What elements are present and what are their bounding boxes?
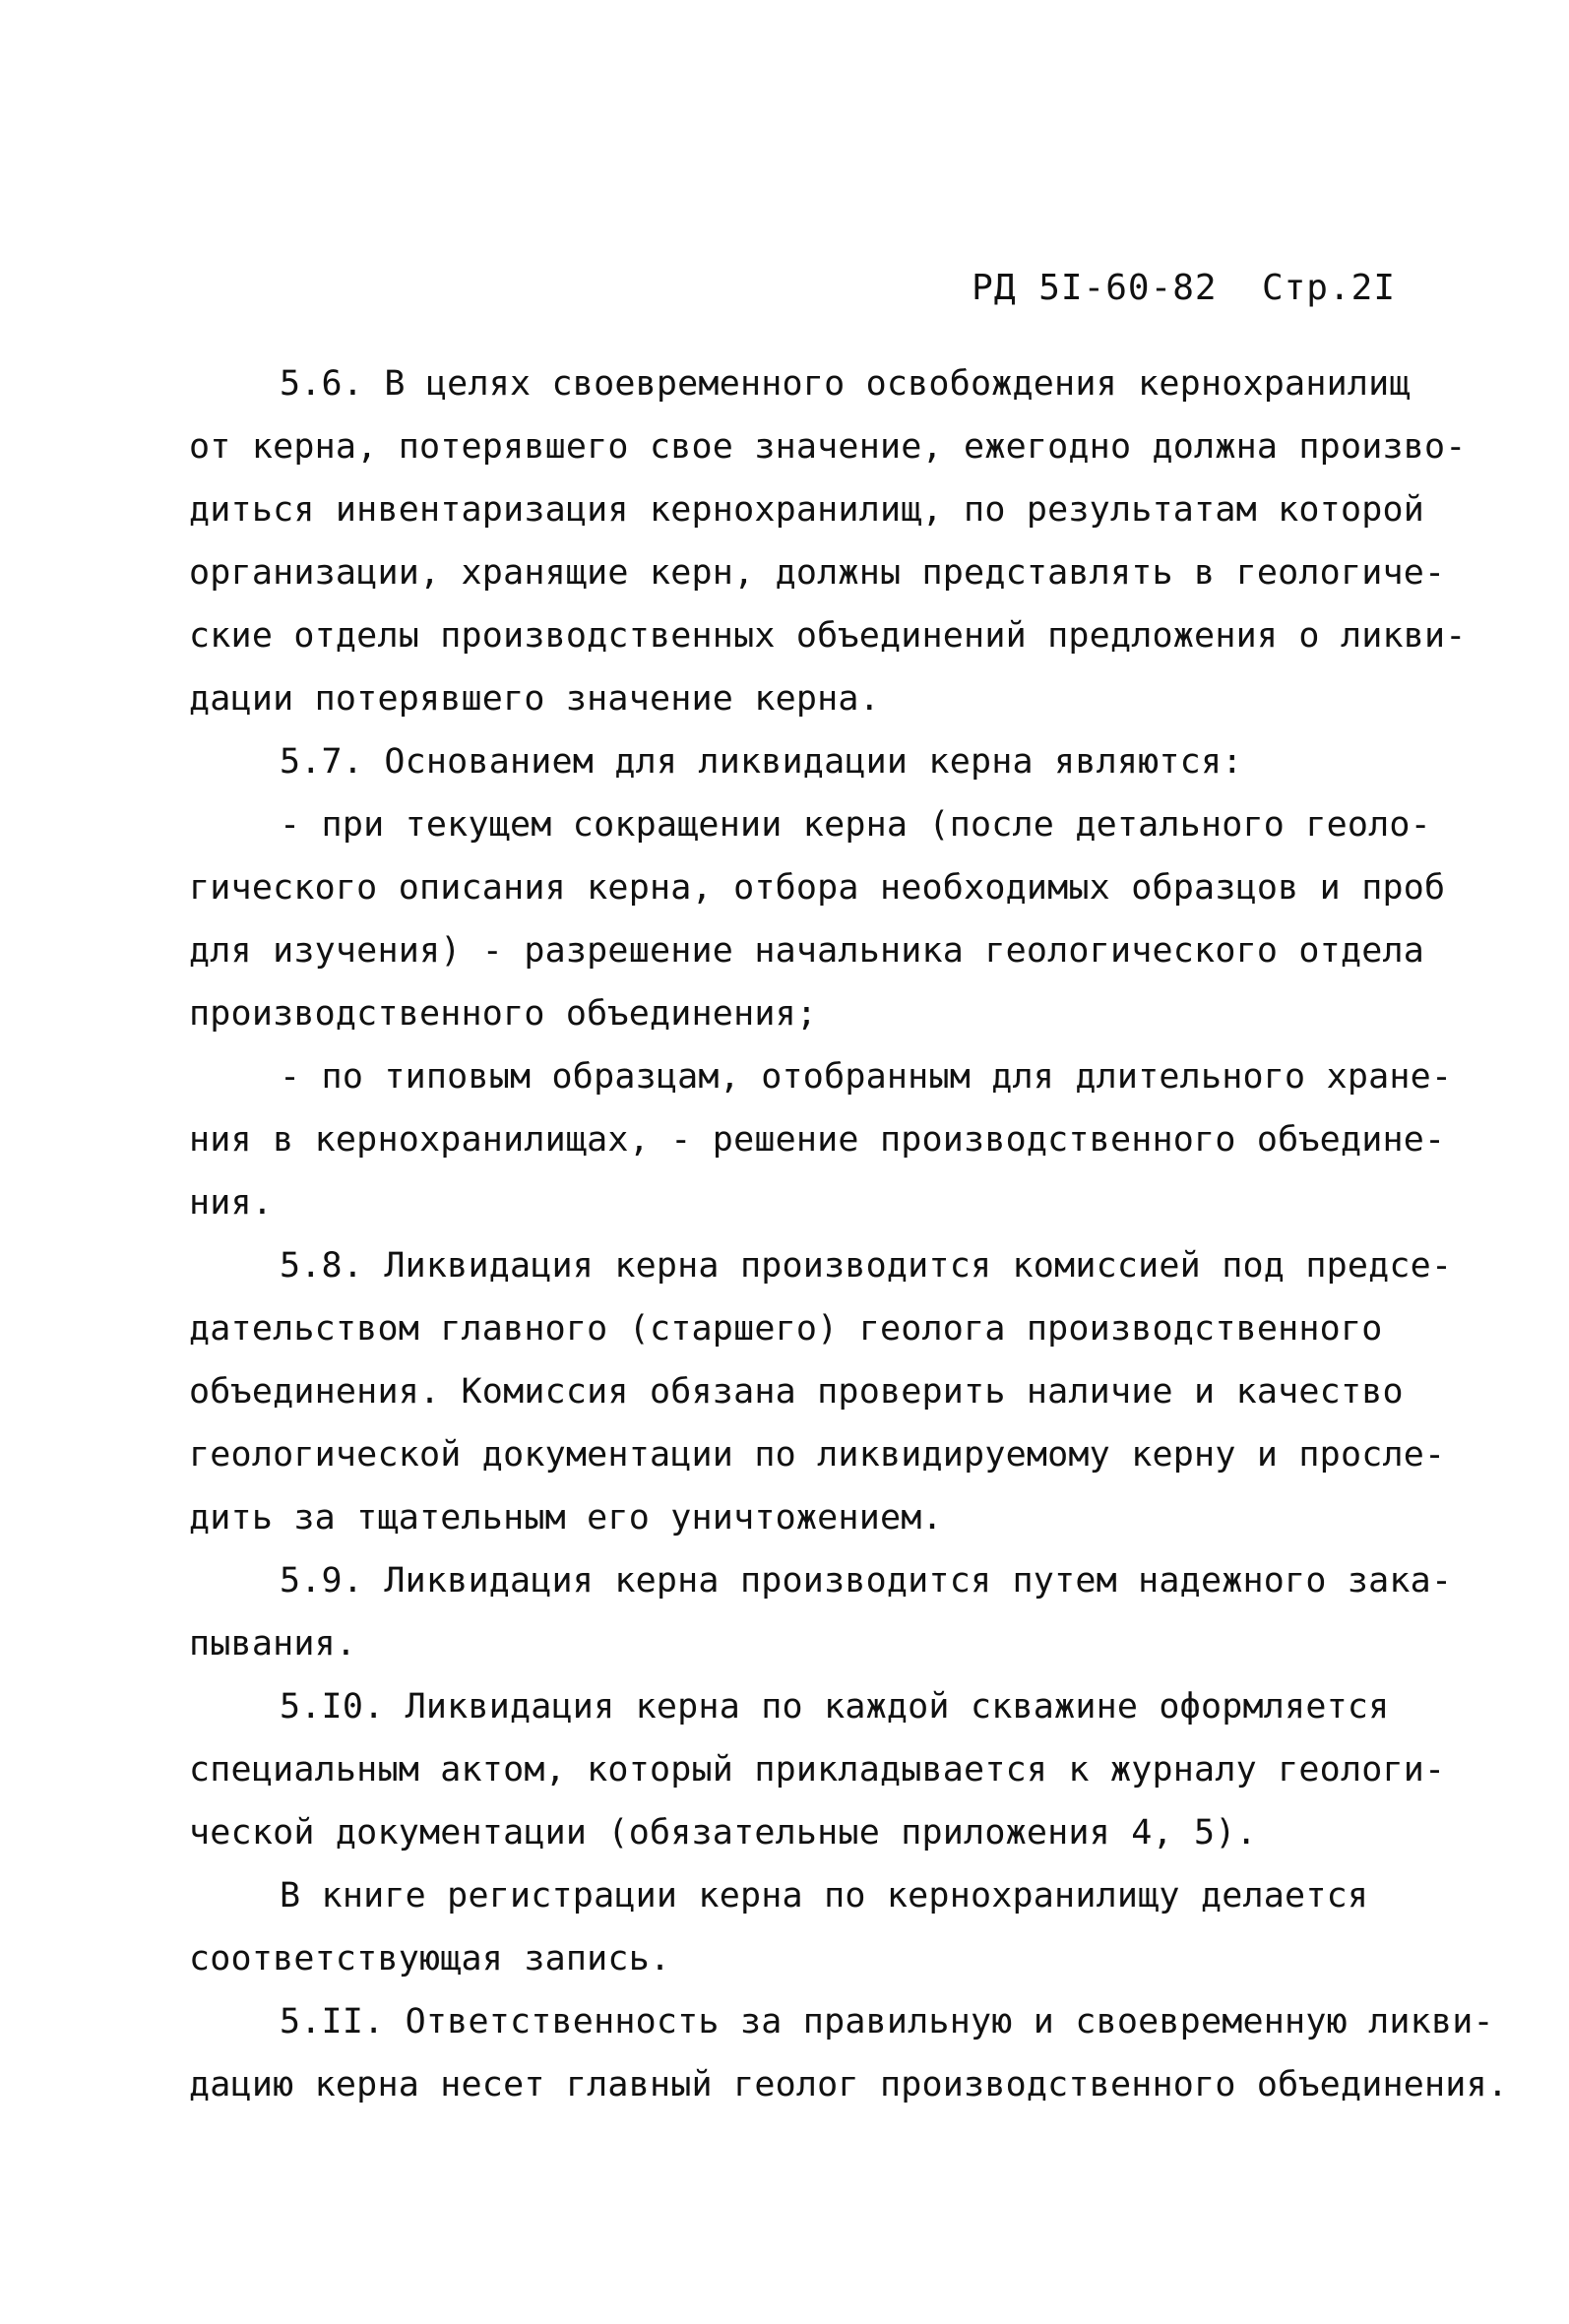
page-number: Стр.2I: [1261, 268, 1396, 308]
text-line: дации потерявшего значение керна.: [189, 679, 880, 719]
text-line: дить за тщательным его уничтожением.: [189, 1498, 943, 1538]
text-line: диться инвентаризация кернохранилищ, по результатам которой: [189, 490, 1425, 530]
text-line: объединения. Комиссия обязана проверить наличие и качество: [189, 1372, 1404, 1412]
text-line: специальным актом, который прикладывается к журналу геологи-: [189, 1750, 1446, 1790]
text-line: геологической документации по ликвидируемому керну и просле-: [189, 1435, 1446, 1475]
text-line: 5.7. Основанием для ликвидации керна являются:: [280, 742, 1243, 782]
text-line: 5.I0. Ликвидация керна по каждой скважине оформляется: [280, 1687, 1390, 1727]
text-line: - по типовым образцам, отобранным для длительного хране-: [280, 1057, 1453, 1097]
text-line: В книге регистрации керна по кернохранилищу делается: [280, 1876, 1369, 1916]
text-line: организации, хранящие керн, должны представлять в геологиче-: [189, 553, 1446, 593]
text-line: дательством главного (старшего) геолога производственного: [189, 1309, 1383, 1349]
page-header: [972, 268, 1396, 308]
text-line: от керна, потерявшего свое значение, ежегодно должна произво-: [189, 427, 1467, 467]
text-line: ния.: [189, 1183, 274, 1223]
text-line: пывания.: [189, 1624, 357, 1664]
document-body: [189, 352, 1509, 2116]
text-line: производственного объединения;: [189, 994, 818, 1034]
text-line: соответствующая запись.: [189, 1939, 671, 1979]
document-number: РД 5I-60-82: [972, 268, 1218, 308]
text-line: 5.8. Ликвидация керна производится комиссией под предсе-: [280, 1246, 1453, 1286]
text-line: ческой документации (обязательные приложения 4, 5).: [189, 1813, 1257, 1853]
text-line: 5.9. Ликвидация керна производится путем надежного зака-: [280, 1561, 1453, 1601]
text-line: гического описания керна, отбора необходимых образцов и проб: [189, 868, 1446, 908]
text-line: для изучения) - разрешение начальника геологического отдела: [189, 931, 1425, 971]
text-line: 5.6. В целях своевременного освобождения кернохранилищ: [280, 364, 1411, 404]
text-line: 5.II. Ответственность за правильную и своевременную ликви-: [280, 2002, 1494, 2041]
text-line: дацию керна несет главный геолог производственного объединения.: [189, 2065, 1509, 2104]
text-line: - при текущем сокращении керна (после детального геоло-: [280, 805, 1431, 845]
text-line: ские отделы производственных объединений предложения о ликви-: [189, 616, 1467, 656]
text-line: ния в кернохранилищах, - решение производственного объедине-: [189, 1120, 1446, 1160]
